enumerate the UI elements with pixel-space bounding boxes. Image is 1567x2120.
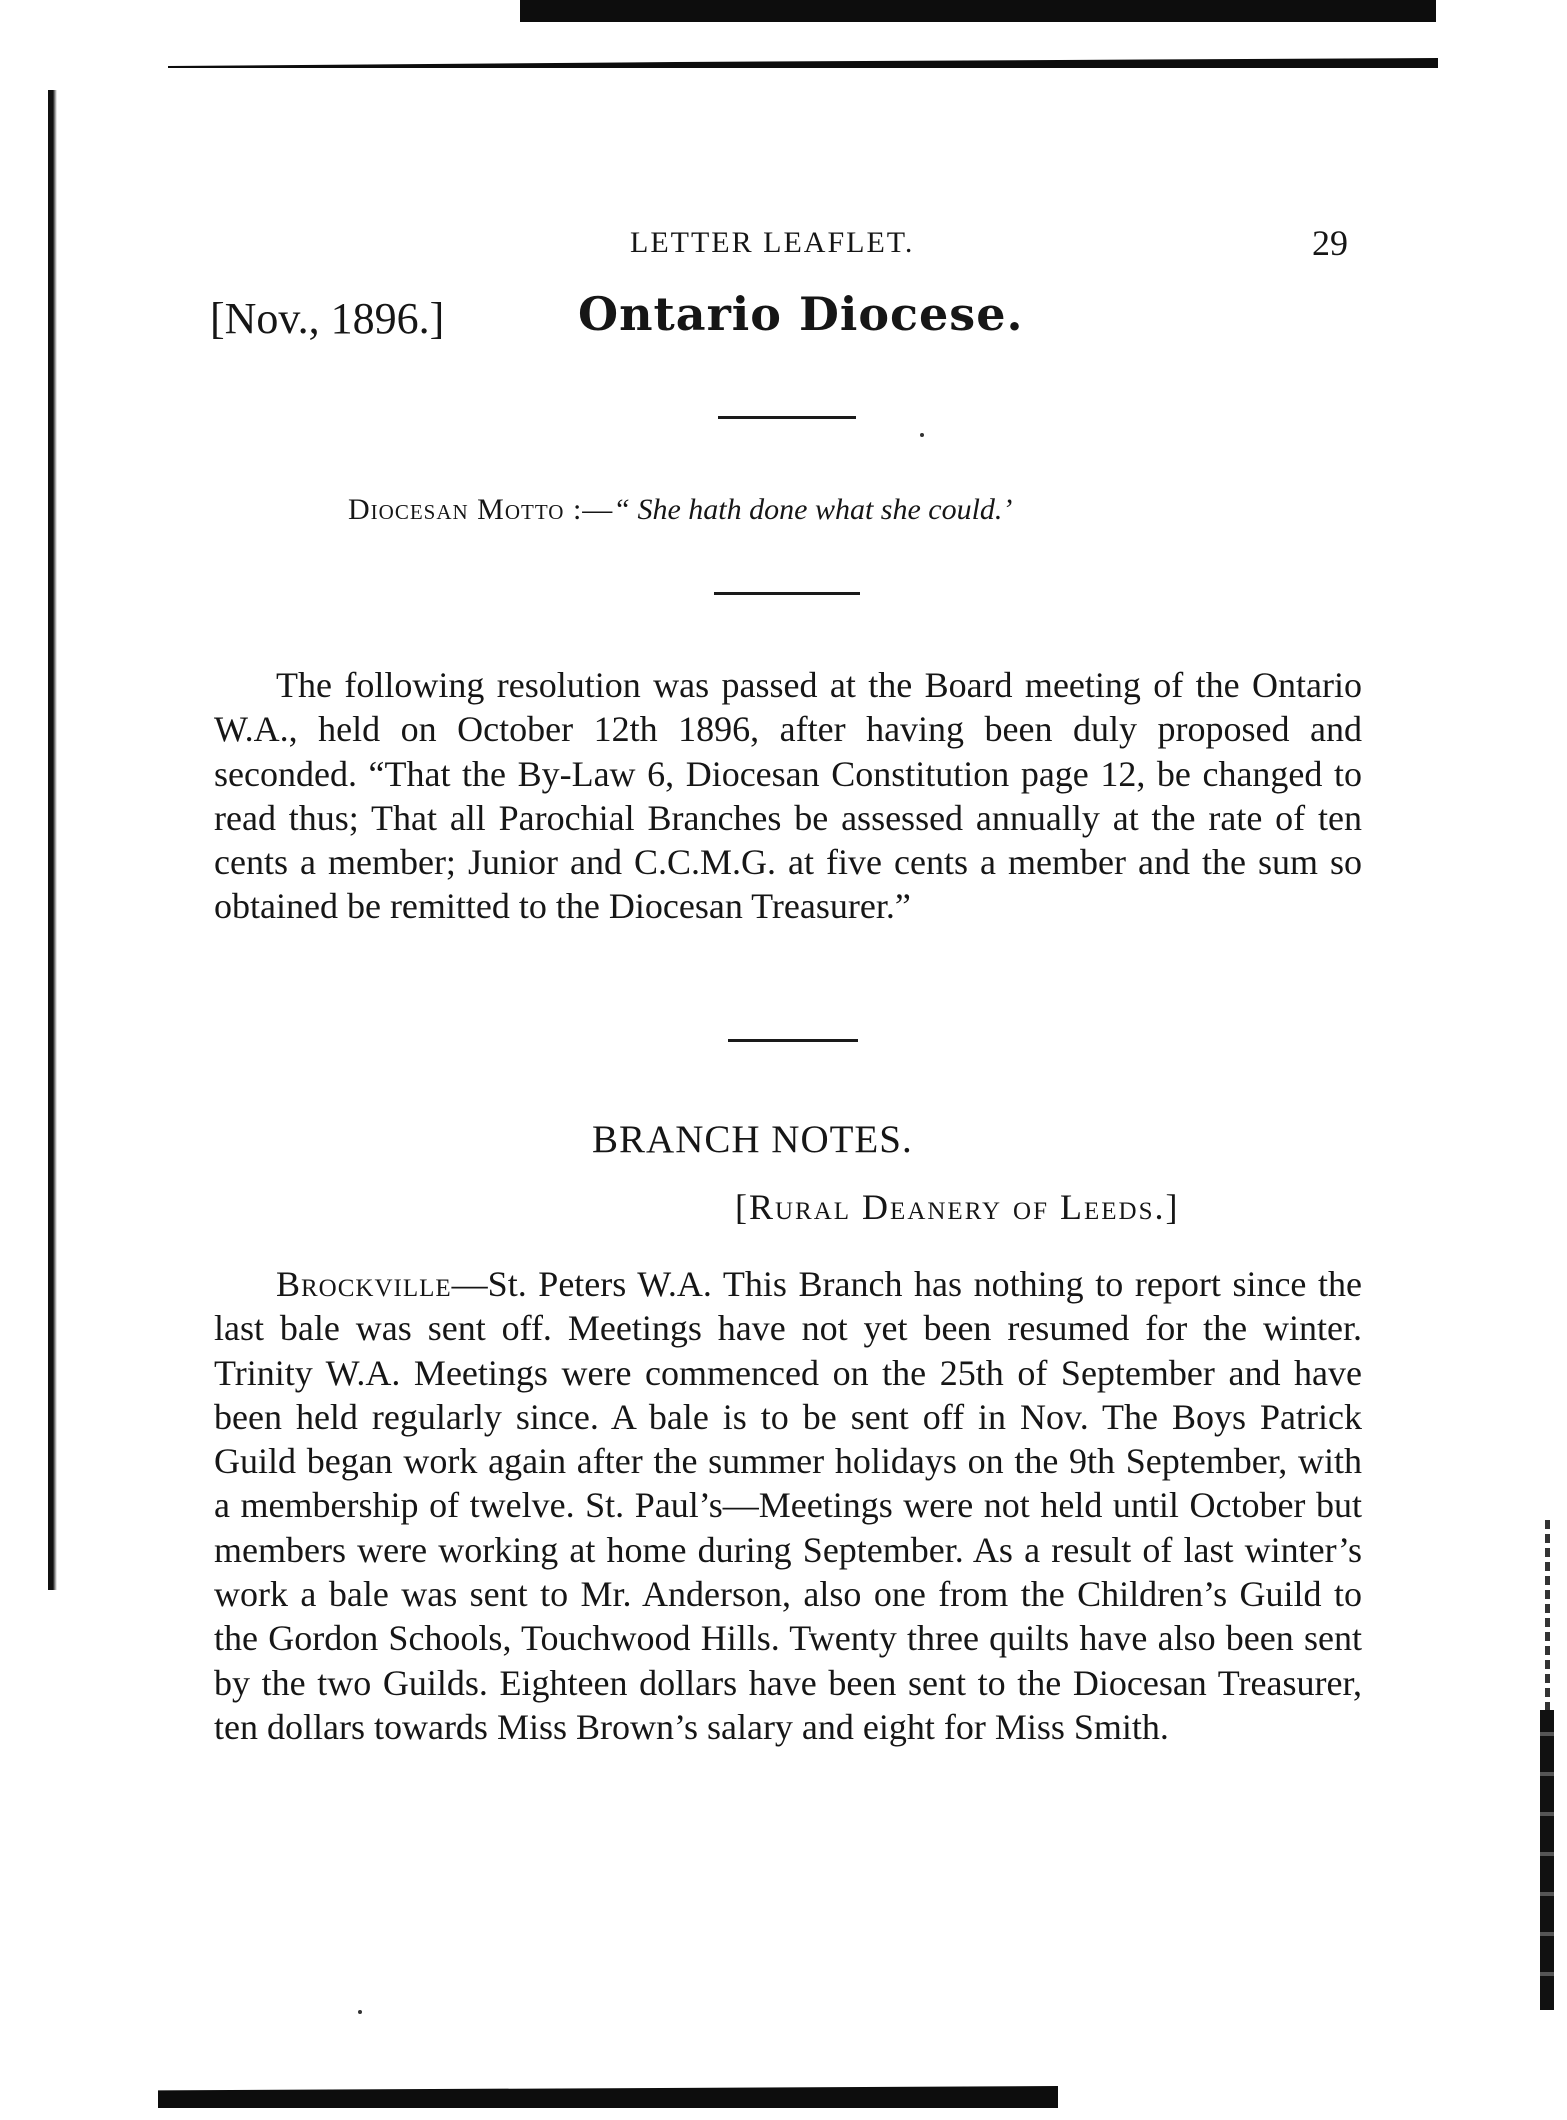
bottom-border-bar <box>158 2086 1058 2108</box>
issue-date: [Nov., 1896.] <box>210 294 445 343</box>
branch-report: —St. Peters W.A. This Branch has nothing to report since the last bale was sent off. Meetings have not yet been resumed for the winter. Trinity W.A. Meetings were commenced on the 25th of September and have been held regularly since. A bale is to be sent off in Nov. The Boys Patrick Guild began work again after the summer holidays on the 9th September, with a membership of twelve. St. Paul’s—Meetings were not held until October but members were working at home during September. As a result of last winter’s work a bale was sent to Mr. Anderson, also one from the Children’s Guild to the Gordon Schools, Touchwood Hills. Twenty three quilts have also been sent by the two Guilds. Eighteen dollars have been sent to the Diocesan Treasurer, ten dollars towards Miss Brown’s salary and eight for Miss Smith. <box>214 1264 1362 1747</box>
divider-rule <box>718 416 856 419</box>
speck <box>920 433 924 437</box>
page-number: 29 <box>1312 223 1348 263</box>
diocese-title: Ontario Diocese. <box>578 287 1024 341</box>
right-edge-shadow <box>1540 1710 1554 2010</box>
motto-quote: “ She hath done what she could.’ <box>613 493 1013 526</box>
running-head: LETTER LEAFLET. <box>630 226 915 259</box>
divider-rule <box>728 1039 858 1042</box>
resolution-paragraph: The following resolution was passed at the Board meeting of the Ontario W.A., held on October 12th 1896, after having been duly proposed and seconded. “That the By-Law 6, Diocesan Constitution page 12, be changed to read thus; That all Parochial Branches be assessed annually at the rate of ten cents a member; Junior and C.C.M.G. at five cents a member and the sum so obtained be remitted to the Diocesan Treasurer.” <box>214 665 1362 927</box>
diocesan-motto <box>348 493 1012 527</box>
deanery-heading: [Rural Deanery of Leeds.] <box>735 1187 1180 1227</box>
divider-rule <box>714 592 860 595</box>
motto-label: Diocesan Motto :— <box>348 493 614 526</box>
branch-name: Brockville <box>276 1264 452 1304</box>
section-heading: BRANCH NOTES. <box>592 1118 913 1161</box>
speck <box>358 2010 362 2014</box>
top-border-rule <box>168 58 1438 68</box>
top-border-bar <box>520 0 1436 22</box>
left-edge-shadow <box>48 90 57 1590</box>
branch-notes-paragraph <box>214 1262 1362 1749</box>
